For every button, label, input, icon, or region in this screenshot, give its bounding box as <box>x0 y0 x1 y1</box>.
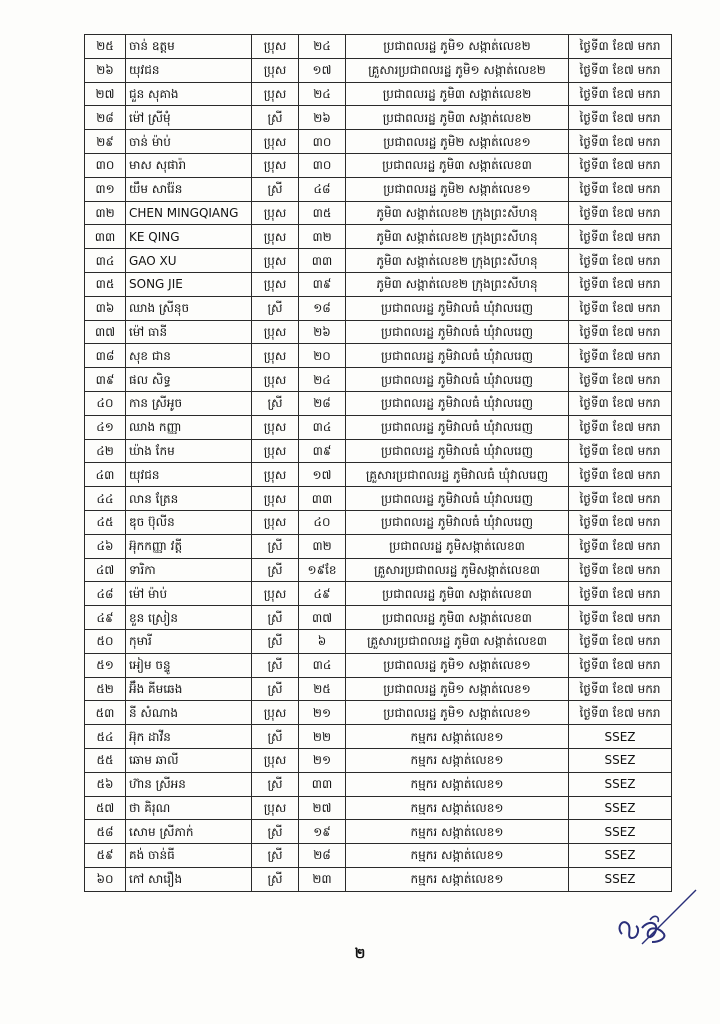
sex-cell: ស្រី <box>252 772 299 796</box>
age-cell: ២៧ <box>299 796 346 820</box>
address-cell: ប្រជាពលរដ្ឋ ភូមិ៣ សង្កាត់លេខ៣ <box>346 606 569 630</box>
name-cell: ឈាង កញ្ញា <box>126 415 252 439</box>
row-number-cell: ២៥ <box>85 35 126 59</box>
note-cell: ថ្ងៃទី៣ ខែ៧ មករា <box>569 249 672 273</box>
address-cell: ប្រជាពលរដ្ឋ ភូមិ១ សង្កាត់លេខ២ <box>346 35 569 59</box>
name-cell: ឃ៉ាង កែម <box>126 439 252 463</box>
sex-cell: ស្រី <box>252 177 299 201</box>
address-cell: ប្រជាពលរដ្ឋ ភូមិ៣ សង្កាត់លេខ៣ <box>346 582 569 606</box>
address-cell: គ្រួសារប្រជាពលរដ្ឋ ភូមិសង្កាត់លេខ៣ <box>346 558 569 582</box>
row-number-cell: ៣៧ <box>85 320 126 344</box>
address-cell: ប្រជាពលរដ្ឋ ភូមិ១ សង្កាត់លេខ១ <box>346 701 569 725</box>
sex-cell: ស្រី <box>252 725 299 749</box>
table-row <box>85 677 672 701</box>
table-row <box>85 130 672 154</box>
row-number-cell: ២៩ <box>85 130 126 154</box>
address-cell: ប្រជាពលរដ្ឋ ភូមិវាលធំ ឃុំវាលរេញ <box>346 320 569 344</box>
name-cell: ម៉ៅ ធានី <box>126 320 252 344</box>
table-row <box>85 225 672 249</box>
sex-cell: ស្រី <box>252 629 299 653</box>
name-cell: គង់ ចាន់ធី <box>126 844 252 868</box>
note-cell: ថ្ងៃទី៣ ខែ៧ មករា <box>569 82 672 106</box>
age-cell: ២៥ <box>299 677 346 701</box>
age-cell: ៣៧ <box>299 606 346 630</box>
age-cell: ៤៩ <box>299 582 346 606</box>
age-cell: ២៦ <box>299 106 346 130</box>
note-cell: SSEZ <box>569 867 672 891</box>
note-cell: ថ្ងៃទី៣ ខែ៧ មករា <box>569 510 672 534</box>
age-cell: ២៨ <box>299 391 346 415</box>
row-number-cell: ២៦ <box>85 58 126 82</box>
note-cell: ថ្ងៃទី៣ ខែ៧ មករា <box>569 153 672 177</box>
address-cell: ប្រជាពលរដ្ឋ ភូមិវាលធំ ឃុំវាលរេញ <box>346 368 569 392</box>
row-number-cell: ៤៧ <box>85 558 126 582</box>
name-cell: មាស សុផារ៉ា <box>126 153 252 177</box>
address-cell: ប្រជាពលរដ្ឋ ភូមិ១ សង្កាត់លេខ១ <box>346 653 569 677</box>
note-cell: ថ្ងៃទី៣ ខែ៧ មករា <box>569 177 672 201</box>
name-cell: នី សំណាង <box>126 701 252 725</box>
note-cell: ថ្ងៃទី៣ ខែ៧ មករា <box>569 296 672 320</box>
name-cell: ទារិកា <box>126 558 252 582</box>
row-number-cell: ៥៩ <box>85 844 126 868</box>
name-cell: កាន ស្រីអូច <box>126 391 252 415</box>
age-cell: ៣៣ <box>299 249 346 273</box>
age-cell: ១៧ <box>299 58 346 82</box>
row-number-cell: ៣៤ <box>85 249 126 273</box>
note-cell: ថ្ងៃទី៣ ខែ៧ មករា <box>569 439 672 463</box>
note-cell: ថ្ងៃទី៣ ខែ៧ មករា <box>569 677 672 701</box>
age-cell: ២១ <box>299 748 346 772</box>
age-cell: ៣៥ <box>299 201 346 225</box>
row-number-cell: ៥៥ <box>85 748 126 772</box>
row-number-cell: ៤០ <box>85 391 126 415</box>
note-cell: ថ្ងៃទី៣ ខែ៧ មករា <box>569 701 672 725</box>
table-row <box>85 82 672 106</box>
row-number-cell: ៤២ <box>85 439 126 463</box>
address-cell: កម្មករ សង្កាត់លេខ១ <box>346 844 569 868</box>
sex-cell: ប្រុស <box>252 368 299 392</box>
age-cell: ៣៤ <box>299 653 346 677</box>
note-cell: ថ្ងៃទី៣ ខែ៧ មករា <box>569 201 672 225</box>
name-cell: KE QING <box>126 225 252 249</box>
address-cell: គ្រួសារប្រជាពលរដ្ឋ ភូមិវាលធំ ឃុំវាលរេញ <box>346 463 569 487</box>
note-cell: ថ្ងៃទី៣ ខែ៧ មករា <box>569 320 672 344</box>
note-cell: ថ្ងៃទី៣ ខែ៧ មករា <box>569 606 672 630</box>
age-cell: ១៩ <box>299 820 346 844</box>
name-cell: ជួន សុគាង <box>126 82 252 106</box>
address-cell: ភូមិ៣ សង្កាត់លេខ២ ក្រុងព្រះសីហនុ <box>346 249 569 273</box>
sex-cell: ប្រុស <box>252 701 299 725</box>
name-cell: អ៊ុក ដាវីន <box>126 725 252 749</box>
name-cell: ម៉ៅ ស្រីមុំ <box>126 106 252 130</box>
row-number-cell: ៥៦ <box>85 772 126 796</box>
note-cell: ថ្ងៃទី៣ ខែ៧ មករា <box>569 487 672 511</box>
age-cell: ៣៩ <box>299 439 346 463</box>
age-cell: ១៨ <box>299 296 346 320</box>
table-row <box>85 629 672 653</box>
sex-cell: ប្រុស <box>252 487 299 511</box>
age-cell: ២២ <box>299 725 346 749</box>
table-row <box>85 153 672 177</box>
name-cell: ហ៊ាន ស្រីអន <box>126 772 252 796</box>
age-cell: ២១ <box>299 701 346 725</box>
sex-cell: ប្រុស <box>252 344 299 368</box>
sex-cell: ប្រុស <box>252 320 299 344</box>
table-row <box>85 820 672 844</box>
row-number-cell: ៣៦ <box>85 296 126 320</box>
address-cell: គ្រួសារប្រជាពលរដ្ឋ ភូមិ៣ សង្កាត់លេខ៣ <box>346 629 569 653</box>
address-cell: ប្រជាពលរដ្ឋ ភូមិវាលធំ ឃុំវាលរេញ <box>346 344 569 368</box>
address-cell: កម្មករ សង្កាត់លេខ១ <box>346 725 569 749</box>
address-cell: កម្មករ សង្កាត់លេខ១ <box>346 867 569 891</box>
age-cell: ២០ <box>299 344 346 368</box>
case-list-table <box>84 34 672 892</box>
row-number-cell: ៥៤ <box>85 725 126 749</box>
address-cell: ភូមិ៣ សង្កាត់លេខ២ ក្រុងព្រះសីហនុ <box>346 272 569 296</box>
case-list-body <box>85 35 672 892</box>
table-row <box>85 439 672 463</box>
table-row <box>85 772 672 796</box>
name-cell: លាន ត្រែន <box>126 487 252 511</box>
address-cell: ប្រជាពលរដ្ឋ ភូមិ៣ សង្កាត់លេខ២ <box>346 106 569 130</box>
note-cell: ថ្ងៃទី៣ ខែ៧ មករា <box>569 558 672 582</box>
sex-cell: ប្រុស <box>252 82 299 106</box>
table-row <box>85 35 672 59</box>
note-cell: ថ្ងៃទី៣ ខែ៧ មករា <box>569 130 672 154</box>
table-row <box>85 344 672 368</box>
sex-cell: ស្រី <box>252 391 299 415</box>
address-cell: ប្រជាពលរដ្ឋ ភូមិ៣ សង្កាត់លេខ២ <box>346 82 569 106</box>
sex-cell: ប្រុស <box>252 249 299 273</box>
age-cell: ៤០ <box>299 510 346 534</box>
address-cell: ប្រជាពលរដ្ឋ ភូមិវាលធំ ឃុំវាលរេញ <box>346 391 569 415</box>
table-row <box>85 368 672 392</box>
address-cell: ភូមិ៣ សង្កាត់លេខ២ ក្រុងព្រះសីហនុ <box>346 201 569 225</box>
sex-cell: ស្រី <box>252 844 299 868</box>
note-cell: ថ្ងៃទី៣ ខែ៧ មករា <box>569 391 672 415</box>
address-cell: កម្មករ សង្កាត់លេខ១ <box>346 820 569 844</box>
sex-cell: ប្រុស <box>252 153 299 177</box>
row-number-cell: ៥០ <box>85 629 126 653</box>
table-row <box>85 249 672 273</box>
table-row <box>85 653 672 677</box>
table-row <box>85 534 672 558</box>
age-cell: ២៤ <box>299 35 346 59</box>
name-cell: យុវជន <box>126 58 252 82</box>
table-row <box>85 582 672 606</box>
age-cell: ២៣ <box>299 867 346 891</box>
address-cell: ប្រជាពលរដ្ឋ ភូមិវាលធំ ឃុំវាលរេញ <box>346 487 569 511</box>
address-cell: ភូមិ៣ សង្កាត់លេខ២ ក្រុងព្រះសីហនុ <box>346 225 569 249</box>
sex-cell: ស្រី <box>252 653 299 677</box>
address-cell: ប្រជាពលរដ្ឋ ភូមិ២ សង្កាត់លេខ១ <box>346 177 569 201</box>
name-cell: ថា គិរុណ <box>126 796 252 820</box>
age-cell: ៣២ <box>299 225 346 249</box>
note-cell: SSEZ <box>569 796 672 820</box>
address-cell: កម្មករ សង្កាត់លេខ១ <box>346 772 569 796</box>
name-cell: ឈាង ស្រីនុច <box>126 296 252 320</box>
age-cell: ១៩ខែ <box>299 558 346 582</box>
table-row <box>85 867 672 891</box>
row-number-cell: ៤១ <box>85 415 126 439</box>
note-cell: ថ្ងៃទី៣ ខែ៧ មករា <box>569 106 672 130</box>
table-row <box>85 701 672 725</box>
row-number-cell: ២៨ <box>85 106 126 130</box>
note-cell: ថ្ងៃទី៣ ខែ៧ មករា <box>569 463 672 487</box>
note-cell: SSEZ <box>569 725 672 749</box>
address-cell: ប្រជាពលរដ្ឋ ភូមិវាលធំ ឃុំវាលរេញ <box>346 439 569 463</box>
name-cell: ចាន់ ឧត្តម <box>126 35 252 59</box>
age-cell: ២៦ <box>299 320 346 344</box>
sex-cell: ប្រុស <box>252 272 299 296</box>
name-cell: អ៊ឹង គីមឆេង <box>126 677 252 701</box>
name-cell: សោម ស្រីភាក់ <box>126 820 252 844</box>
row-number-cell: ៣៣ <box>85 225 126 249</box>
age-cell: ៣៩ <box>299 272 346 296</box>
name-cell: យឹម សារ៉ែន <box>126 177 252 201</box>
name-cell: កុមារី <box>126 629 252 653</box>
row-number-cell: ៣៨ <box>85 344 126 368</box>
name-cell: ឌុច ប៊ុលីន <box>126 510 252 534</box>
name-cell: ខួន ស្រៀន <box>126 606 252 630</box>
age-cell: ៤៨ <box>299 177 346 201</box>
row-number-cell: ៤៦ <box>85 534 126 558</box>
note-cell: ថ្ងៃទី៣ ខែ៧ មករា <box>569 415 672 439</box>
address-cell: ប្រជាពលរដ្ឋ ភូមិ២ សង្កាត់លេខ១ <box>346 130 569 154</box>
age-cell: ៣២ <box>299 534 346 558</box>
name-cell: សុខ ជាន <box>126 344 252 368</box>
note-cell: ថ្ងៃទី៣ ខែ៧ មករា <box>569 368 672 392</box>
sex-cell: ស្រី <box>252 106 299 130</box>
note-cell: SSEZ <box>569 820 672 844</box>
row-number-cell: ៣២ <box>85 201 126 225</box>
sex-cell: ស្រី <box>252 296 299 320</box>
sex-cell: ប្រុស <box>252 35 299 59</box>
sex-cell: ប្រុស <box>252 130 299 154</box>
row-number-cell: ៤៩ <box>85 606 126 630</box>
name-cell: ចាន់ ម៉ាប់ <box>126 130 252 154</box>
sex-cell: ប្រុស <box>252 415 299 439</box>
table-row <box>85 558 672 582</box>
row-number-cell: ២៧ <box>85 82 126 106</box>
name-cell: CHEN MINGQIANG <box>126 201 252 225</box>
age-cell: ២៨ <box>299 844 346 868</box>
name-cell: ឆោម ឆាលី <box>126 748 252 772</box>
sex-cell: ស្រី <box>252 606 299 630</box>
row-number-cell: ៥១ <box>85 653 126 677</box>
row-number-cell: ៤៤ <box>85 487 126 511</box>
note-cell: ថ្ងៃទី៣ ខែ៧ មករា <box>569 344 672 368</box>
row-number-cell: ៦០ <box>85 867 126 891</box>
table-row <box>85 201 672 225</box>
address-cell: គ្រួសារប្រជាពលរដ្ឋ ភូមិ១ សង្កាត់លេខ២ <box>346 58 569 82</box>
age-cell: ២៤ <box>299 368 346 392</box>
sex-cell: ប្រុស <box>252 510 299 534</box>
address-cell: ប្រជាពលរដ្ឋ ភូមិវាលធំ ឃុំវាលរេញ <box>346 510 569 534</box>
note-cell: ថ្ងៃទី៣ ខែ៧ មករា <box>569 35 672 59</box>
note-cell: ថ្ងៃទី៣ ខែ៧ មករា <box>569 58 672 82</box>
sex-cell: ប្រុស <box>252 439 299 463</box>
sex-cell: ស្រី <box>252 534 299 558</box>
sex-cell: ប្រុស <box>252 748 299 772</box>
page-number: ២ <box>354 946 366 962</box>
age-cell: ៣៤ <box>299 415 346 439</box>
row-number-cell: ៥២ <box>85 677 126 701</box>
table-row <box>85 510 672 534</box>
table-row <box>85 463 672 487</box>
row-number-cell: ៥៧ <box>85 796 126 820</box>
note-cell: ថ្ងៃទី៣ ខែ៧ មករា <box>569 272 672 296</box>
table-row <box>85 487 672 511</box>
sex-cell: ប្រុស <box>252 201 299 225</box>
table-row <box>85 106 672 130</box>
name-cell: SONG JIE <box>126 272 252 296</box>
row-number-cell: ៣១ <box>85 177 126 201</box>
note-cell: SSEZ <box>569 844 672 868</box>
age-cell: ៣០ <box>299 130 346 154</box>
name-cell: កៅ សារឿង <box>126 867 252 891</box>
note-cell: ថ្ងៃទី៣ ខែ៧ មករា <box>569 629 672 653</box>
address-cell: ប្រជាពលរដ្ឋ ភូមិ៣ សង្កាត់លេខ៣ <box>346 153 569 177</box>
row-number-cell: ៤៣ <box>85 463 126 487</box>
age-cell: ៣០ <box>299 153 346 177</box>
address-cell: កម្មករ សង្កាត់លេខ១ <box>346 796 569 820</box>
sex-cell: ប្រុស <box>252 796 299 820</box>
age-cell: ៦ <box>299 629 346 653</box>
table-row <box>85 796 672 820</box>
table-row <box>85 606 672 630</box>
age-cell: ៣៣ <box>299 772 346 796</box>
note-cell: SSEZ <box>569 772 672 796</box>
table-row <box>85 272 672 296</box>
table-row <box>85 391 672 415</box>
table-row <box>85 748 672 772</box>
row-number-cell: ៣០ <box>85 153 126 177</box>
name-cell: GAO XU <box>126 249 252 273</box>
note-cell: ថ្ងៃទី៣ ខែ៧ មករា <box>569 653 672 677</box>
name-cell: ម៉ៅ ម៉ាប់ <box>126 582 252 606</box>
table-row <box>85 320 672 344</box>
sex-cell: ប្រុស <box>252 582 299 606</box>
table-row <box>85 415 672 439</box>
row-number-cell: ៥៨ <box>85 820 126 844</box>
age-cell: ១៧ <box>299 463 346 487</box>
age-cell: ៣៣ <box>299 487 346 511</box>
table-row <box>85 58 672 82</box>
row-number-cell: ៤៥ <box>85 510 126 534</box>
row-number-cell: ៥៣ <box>85 701 126 725</box>
sex-cell: ស្រី <box>252 867 299 891</box>
sex-cell: ប្រុស <box>252 58 299 82</box>
address-cell: ប្រជាពលរដ្ឋ ភូមិវាលធំ ឃុំវាលរេញ <box>346 415 569 439</box>
table-row <box>85 725 672 749</box>
address-cell: កម្មករ សង្កាត់លេខ១ <box>346 748 569 772</box>
note-cell: SSEZ <box>569 748 672 772</box>
table-row <box>85 844 672 868</box>
sex-cell: ប្រុស <box>252 463 299 487</box>
signature-icon <box>612 884 702 954</box>
row-number-cell: ៤៨ <box>85 582 126 606</box>
row-number-cell: ៣៩ <box>85 368 126 392</box>
age-cell: ២៤ <box>299 82 346 106</box>
sex-cell: ស្រី <box>252 677 299 701</box>
name-cell: អៀម ចន្ទូ <box>126 653 252 677</box>
address-cell: ប្រជាពលរដ្ឋ ភូមិ១ សង្កាត់លេខ១ <box>346 677 569 701</box>
sex-cell: ស្រី <box>252 558 299 582</box>
table-row <box>85 177 672 201</box>
address-cell: ប្រជាពលរដ្ឋ ភូមិសង្កាត់លេខ៣ <box>346 534 569 558</box>
name-cell: ផល សិទ្ធ <box>126 368 252 392</box>
note-cell: ថ្ងៃទី៣ ខែ៧ មករា <box>569 582 672 606</box>
name-cell: យុវជន <box>126 463 252 487</box>
table-row <box>85 296 672 320</box>
sex-cell: ប្រុស <box>252 225 299 249</box>
note-cell: ថ្ងៃទី៣ ខែ៧ មករា <box>569 534 672 558</box>
sex-cell: ស្រី <box>252 820 299 844</box>
name-cell: អ៊ុកកញ្ញា វត្តី <box>126 534 252 558</box>
address-cell: ប្រជាពលរដ្ឋ ភូមិវាលធំ ឃុំវាលរេញ <box>346 296 569 320</box>
note-cell: ថ្ងៃទី៣ ខែ៧ មករា <box>569 225 672 249</box>
row-number-cell: ៣៥ <box>85 272 126 296</box>
